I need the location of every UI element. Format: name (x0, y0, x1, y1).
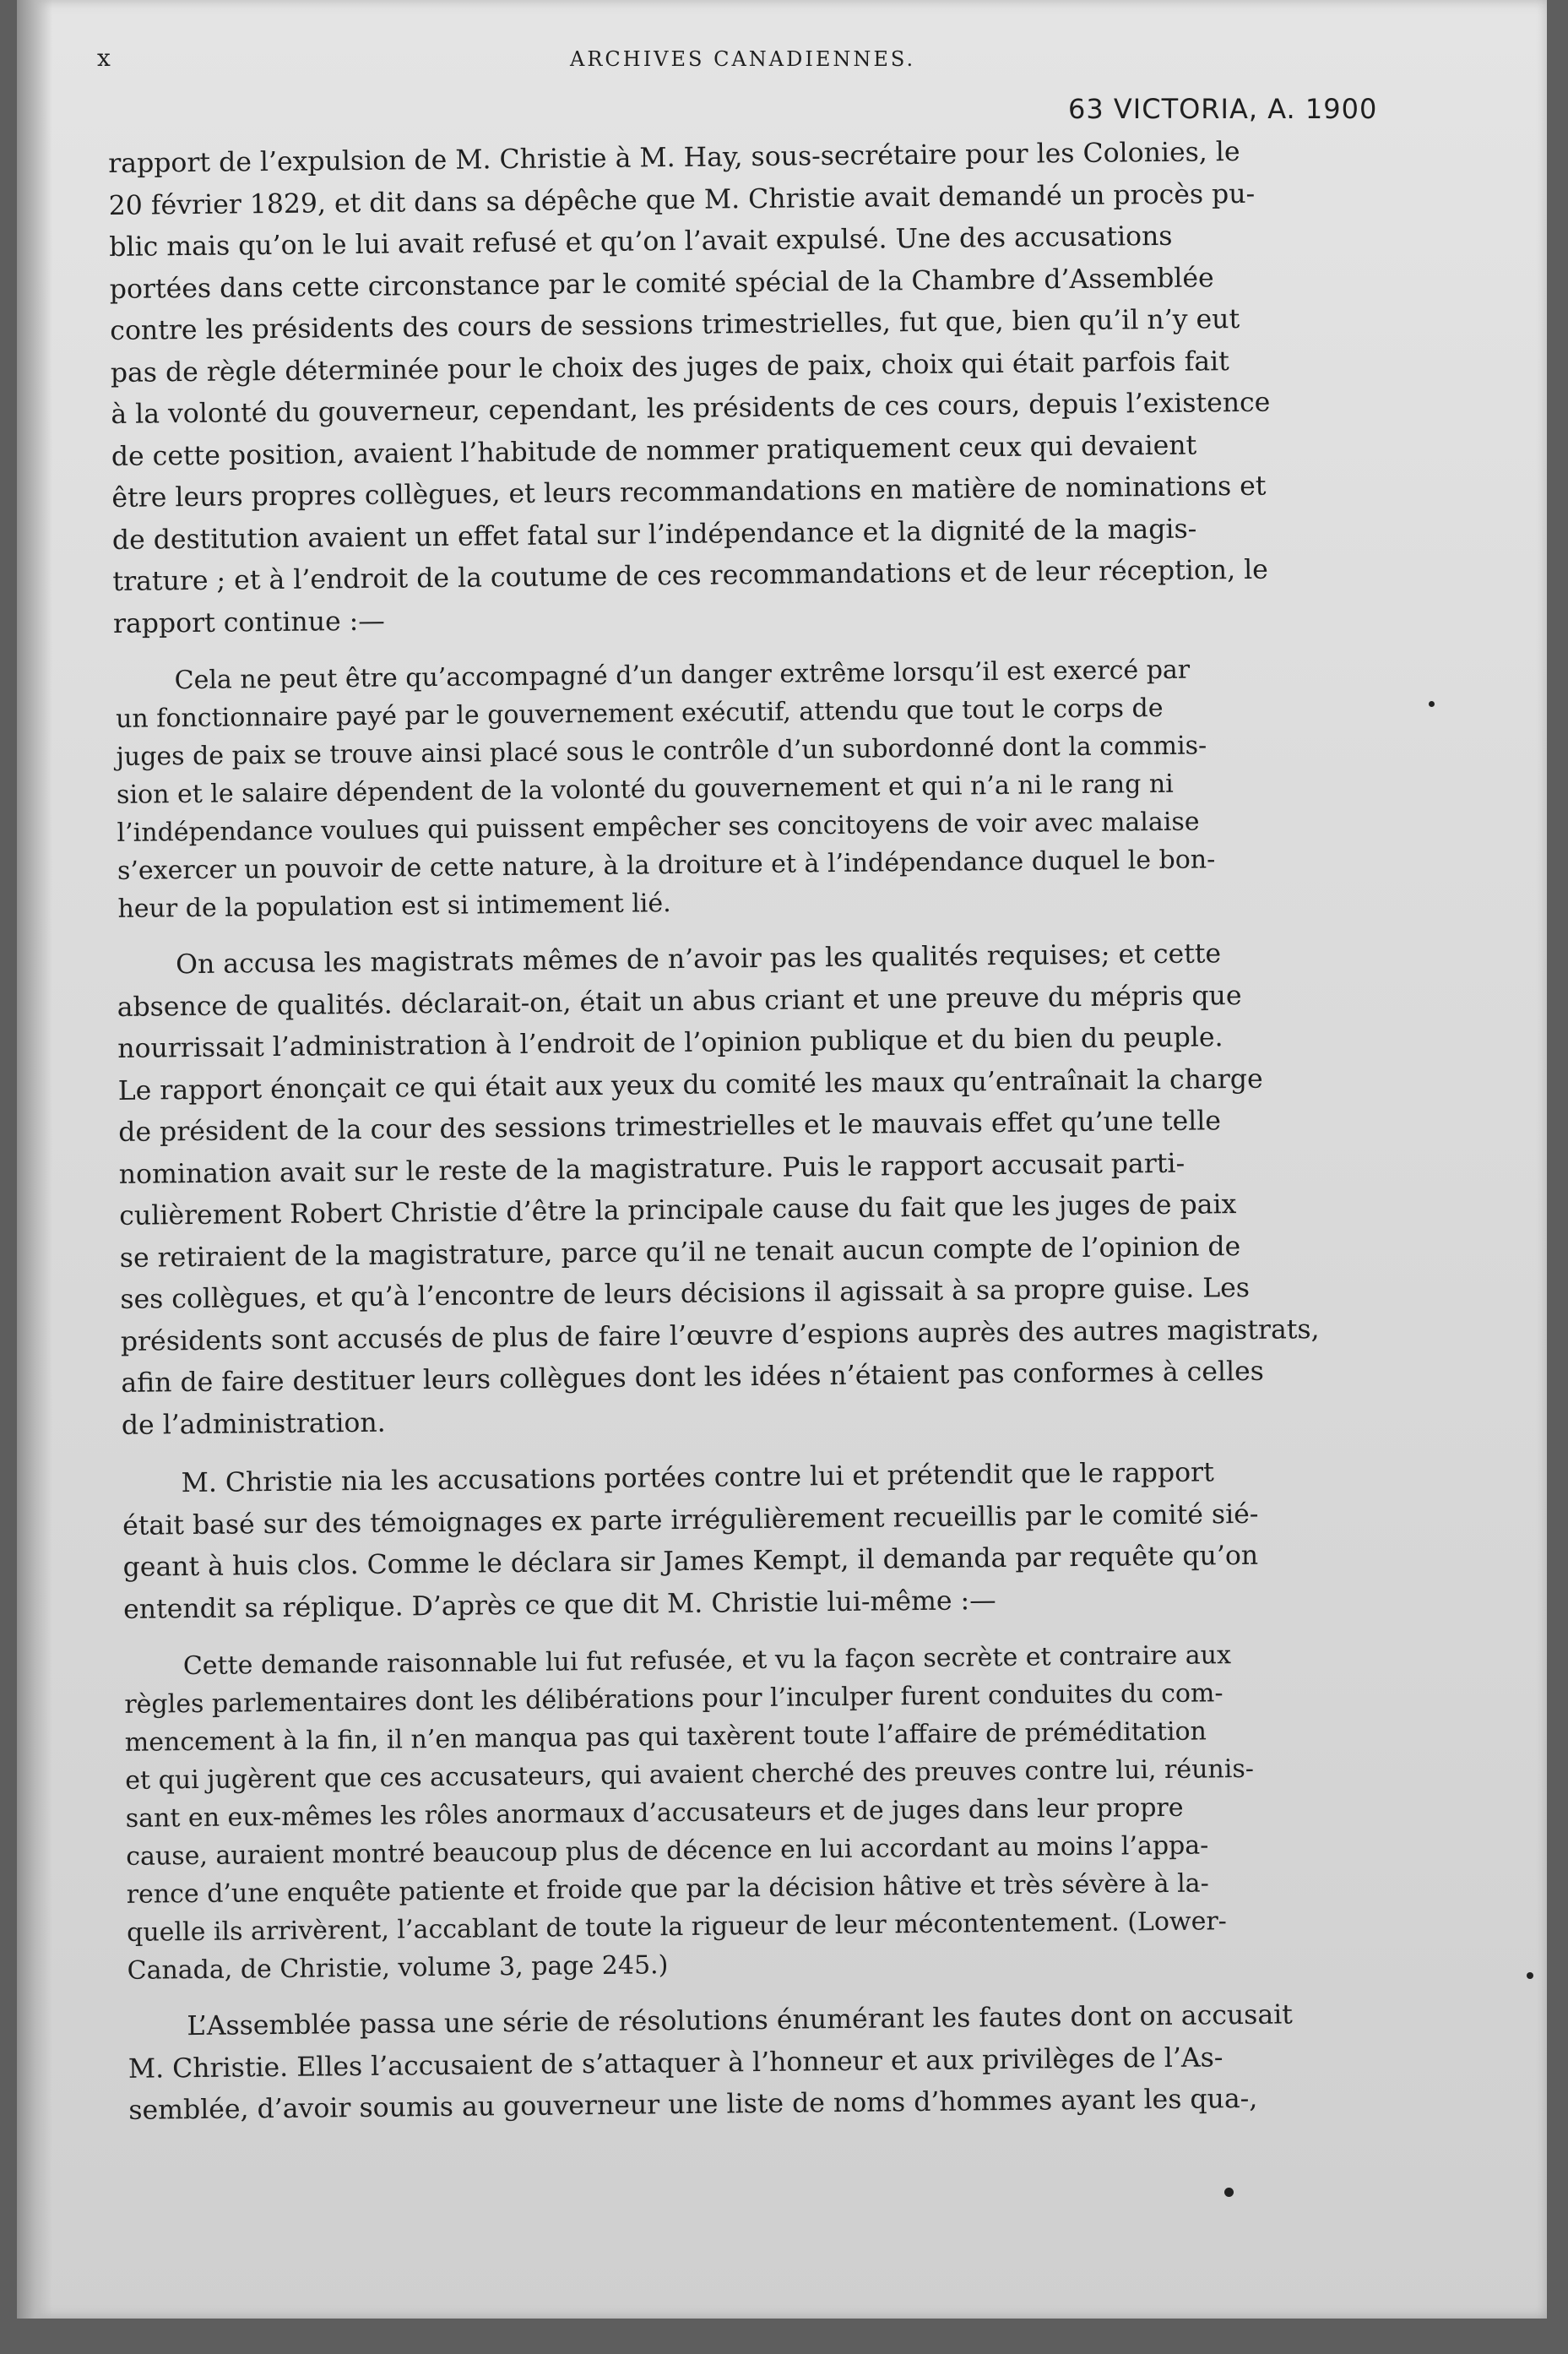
text-line: rapport de l’expulsion de M. Christie à M. Hay, sous-secrétaire pour les Colonies, le (108, 136, 1240, 179)
text-line: Canada, de Christie, volume 3, page 245.) (127, 1950, 669, 1986)
text-line: ses collègues, et qu’à l’encontre de leurs décisions il agissait à sa propre guise. Les (120, 1272, 1251, 1315)
block-quote-1 (113, 648, 1450, 928)
text-line: sion et le salaire dépendent de la volonté du gouvernement et qui n’a ni le rang ni (116, 769, 1174, 810)
page-number: x (97, 44, 111, 72)
binding-shadow (17, 0, 52, 2319)
text-line: afin de faire destituer leurs collègues dont les idées n’étaient pas conformes à celles (121, 1356, 1265, 1399)
page-sheet (17, 0, 1547, 2319)
text-line: contre les présidents des cours de sessions trimestrielles, fut que, bien qu’il n’y eut (110, 303, 1240, 346)
text-line: pas de règle déterminée pour le choix des juges de paix, choix qui était parfois fait (110, 345, 1229, 389)
text-line: l’indépendance voulues qui puissent empêcher ses concitoyens de voir avec malaise (117, 807, 1200, 848)
text-line: juges de paix se trouve ainsi placé sous le contrôle d’un subordonné dont la commis- (116, 731, 1207, 772)
body-text (108, 129, 1463, 2132)
paragraph-3 (122, 1449, 1457, 1631)
text-line: de l’administration. (121, 1407, 386, 1441)
text-line: présidents sont accusés de plus de faire l’œuvre d’espions auprès des autres magistrats, (120, 1313, 1320, 1357)
text-line: rence d’une enquête patiente et froide que par la décision hâtive et très sévère à la- (126, 1868, 1209, 1910)
text-line: trature ; et à l’endroit de la coutume de ces recommandations et de leur réception, le (112, 554, 1269, 597)
text-line: nourrissait l’administration à l’endroit de l’opinion publique et du bien du peuple. (117, 1022, 1223, 1064)
text-line: quelle ils arrivèrent, l’accablant de toute la rigueur de leur mécontentement. (Lower- (127, 1906, 1228, 1948)
text-line: portées dans cette circonstance par le comité spécial de la Chambre d’Assemblée (109, 262, 1214, 305)
paragraph-4 (128, 1992, 1462, 2132)
text-line: cause, auraient montré beaucoup plus de décence en lui accordant au moins l’appa- (126, 1830, 1209, 1872)
text-line: semblée, d’avoir soumis au gouverneur une liste de noms d’hommes ayant les qua-, (128, 2083, 1258, 2126)
running-head: ARCHIVES CANADIENNES. (570, 47, 916, 71)
text-line: Cela ne peut être qu’accompagné d’un danger extrême lorsqu’il est exercé par (174, 655, 1191, 696)
text-line: M. Christie. Elles l’accusaient de s’attaquer à l’honneur et aux privilèges de l’As- (128, 2041, 1223, 2085)
text-line: être leurs propres collègues, et leurs recommandations en matière de nominations et (111, 470, 1267, 514)
text-line: mencement à la fin, il n’en manqua pas qui taxèrent toute l’affaire de préméditation (124, 1716, 1207, 1758)
text-line: L’Assemblée passa une série de résolutions énumérant les fautes dont on accusait (187, 1999, 1294, 2042)
ink-speck (1429, 701, 1435, 707)
text-line: culièrement Robert Christie d’être la principale cause du fait que les juges de paix (119, 1189, 1237, 1231)
text-line: était basé sur des témoignages ex parte irrégulièrement recueillis par le comité sié- (122, 1498, 1259, 1541)
text-line: heur de la population est si intimement lié. (117, 889, 671, 924)
text-line: sant en eux-mêmes les rôles anormaux d’accusateurs et de juges dans leur propre (125, 1792, 1184, 1834)
text-line: de destitution avaient un effet fatal sur l’indépendance et la dignité de la magis- (111, 514, 1197, 556)
text-line: s’exercer un pouvoir de cette nature, à la droiture et à l’indépendance duquel le bon- (117, 845, 1216, 886)
ink-speck (1224, 2188, 1234, 2197)
text-line: blic mais qu’on le lui avait refusé et qu’on l’avait expulsé. Une des accusations (109, 220, 1173, 263)
page-header (97, 44, 1507, 125)
text-line: M. Christie nia les accusations portées contre lui et prétendit que le rapport (181, 1457, 1214, 1499)
text-line: Le rapport énonçait ce qui était aux yeux du comité les maux qu’entraînait la charge (117, 1063, 1263, 1106)
text-line: On accusa les magistrats mêmes de n’avoir pas les qualités requises; et cette (175, 938, 1222, 981)
text-line: de cette position, avaient l’habitude de nommer pratiquement ceux qui devaient (111, 430, 1197, 472)
text-line: Cette demande raisonnable lui fut refusée, et vu la façon secrète et contraire aux (182, 1640, 1232, 1682)
text-line: se retiraient de la magistrature, parce qu’il ne tenait aucun compte de l’opinion de (119, 1231, 1241, 1274)
text-line: à la volonté du gouverneur, cependant, les présidents de ces cours, depuis l’existence (111, 387, 1271, 430)
text-line: nomination avait sur le reste de la magistrature. Puis le rapport accusait parti- (118, 1148, 1185, 1190)
text-line: absence de qualités. déclarait-on, était un abus criant et une preuve du mépris que (117, 980, 1242, 1023)
paragraph-2 (117, 931, 1456, 1447)
text-line: entendit sa réplique. D’après ce que dit M. Christie lui-même :— (122, 1585, 996, 1625)
session-label: 63 VICTORIA, A. 1900 (1068, 93, 1378, 125)
block-quote-2 (124, 1634, 1462, 1990)
ink-speck (1527, 1972, 1533, 1979)
text-line: de président de la cour des sessions trimestrielles et le mauvais effet qu’une telle (118, 1106, 1222, 1148)
text-line: geant à huis clos. Comme le déclara sir James Kempt, il demanda par requête qu’on (122, 1540, 1259, 1583)
text-line: un fonctionnaire payé par le gouvernement exécutif, attendu que tout le corps de (115, 693, 1164, 734)
text-line: rapport continue :— (112, 606, 385, 639)
text-line: et qui jugèrent que ces accusateurs, qui avaient cherché des preuves contre lui, réunis- (125, 1753, 1255, 1796)
text-line: 20 février 1829, et dit dans sa dépêche que M. Christie avait demandé un procès pu- (108, 178, 1256, 221)
paragraph-1 (108, 129, 1447, 645)
text-line: règles parlementaires dont les délibérations pour l’inculper furent conduites du com- (124, 1678, 1223, 1720)
